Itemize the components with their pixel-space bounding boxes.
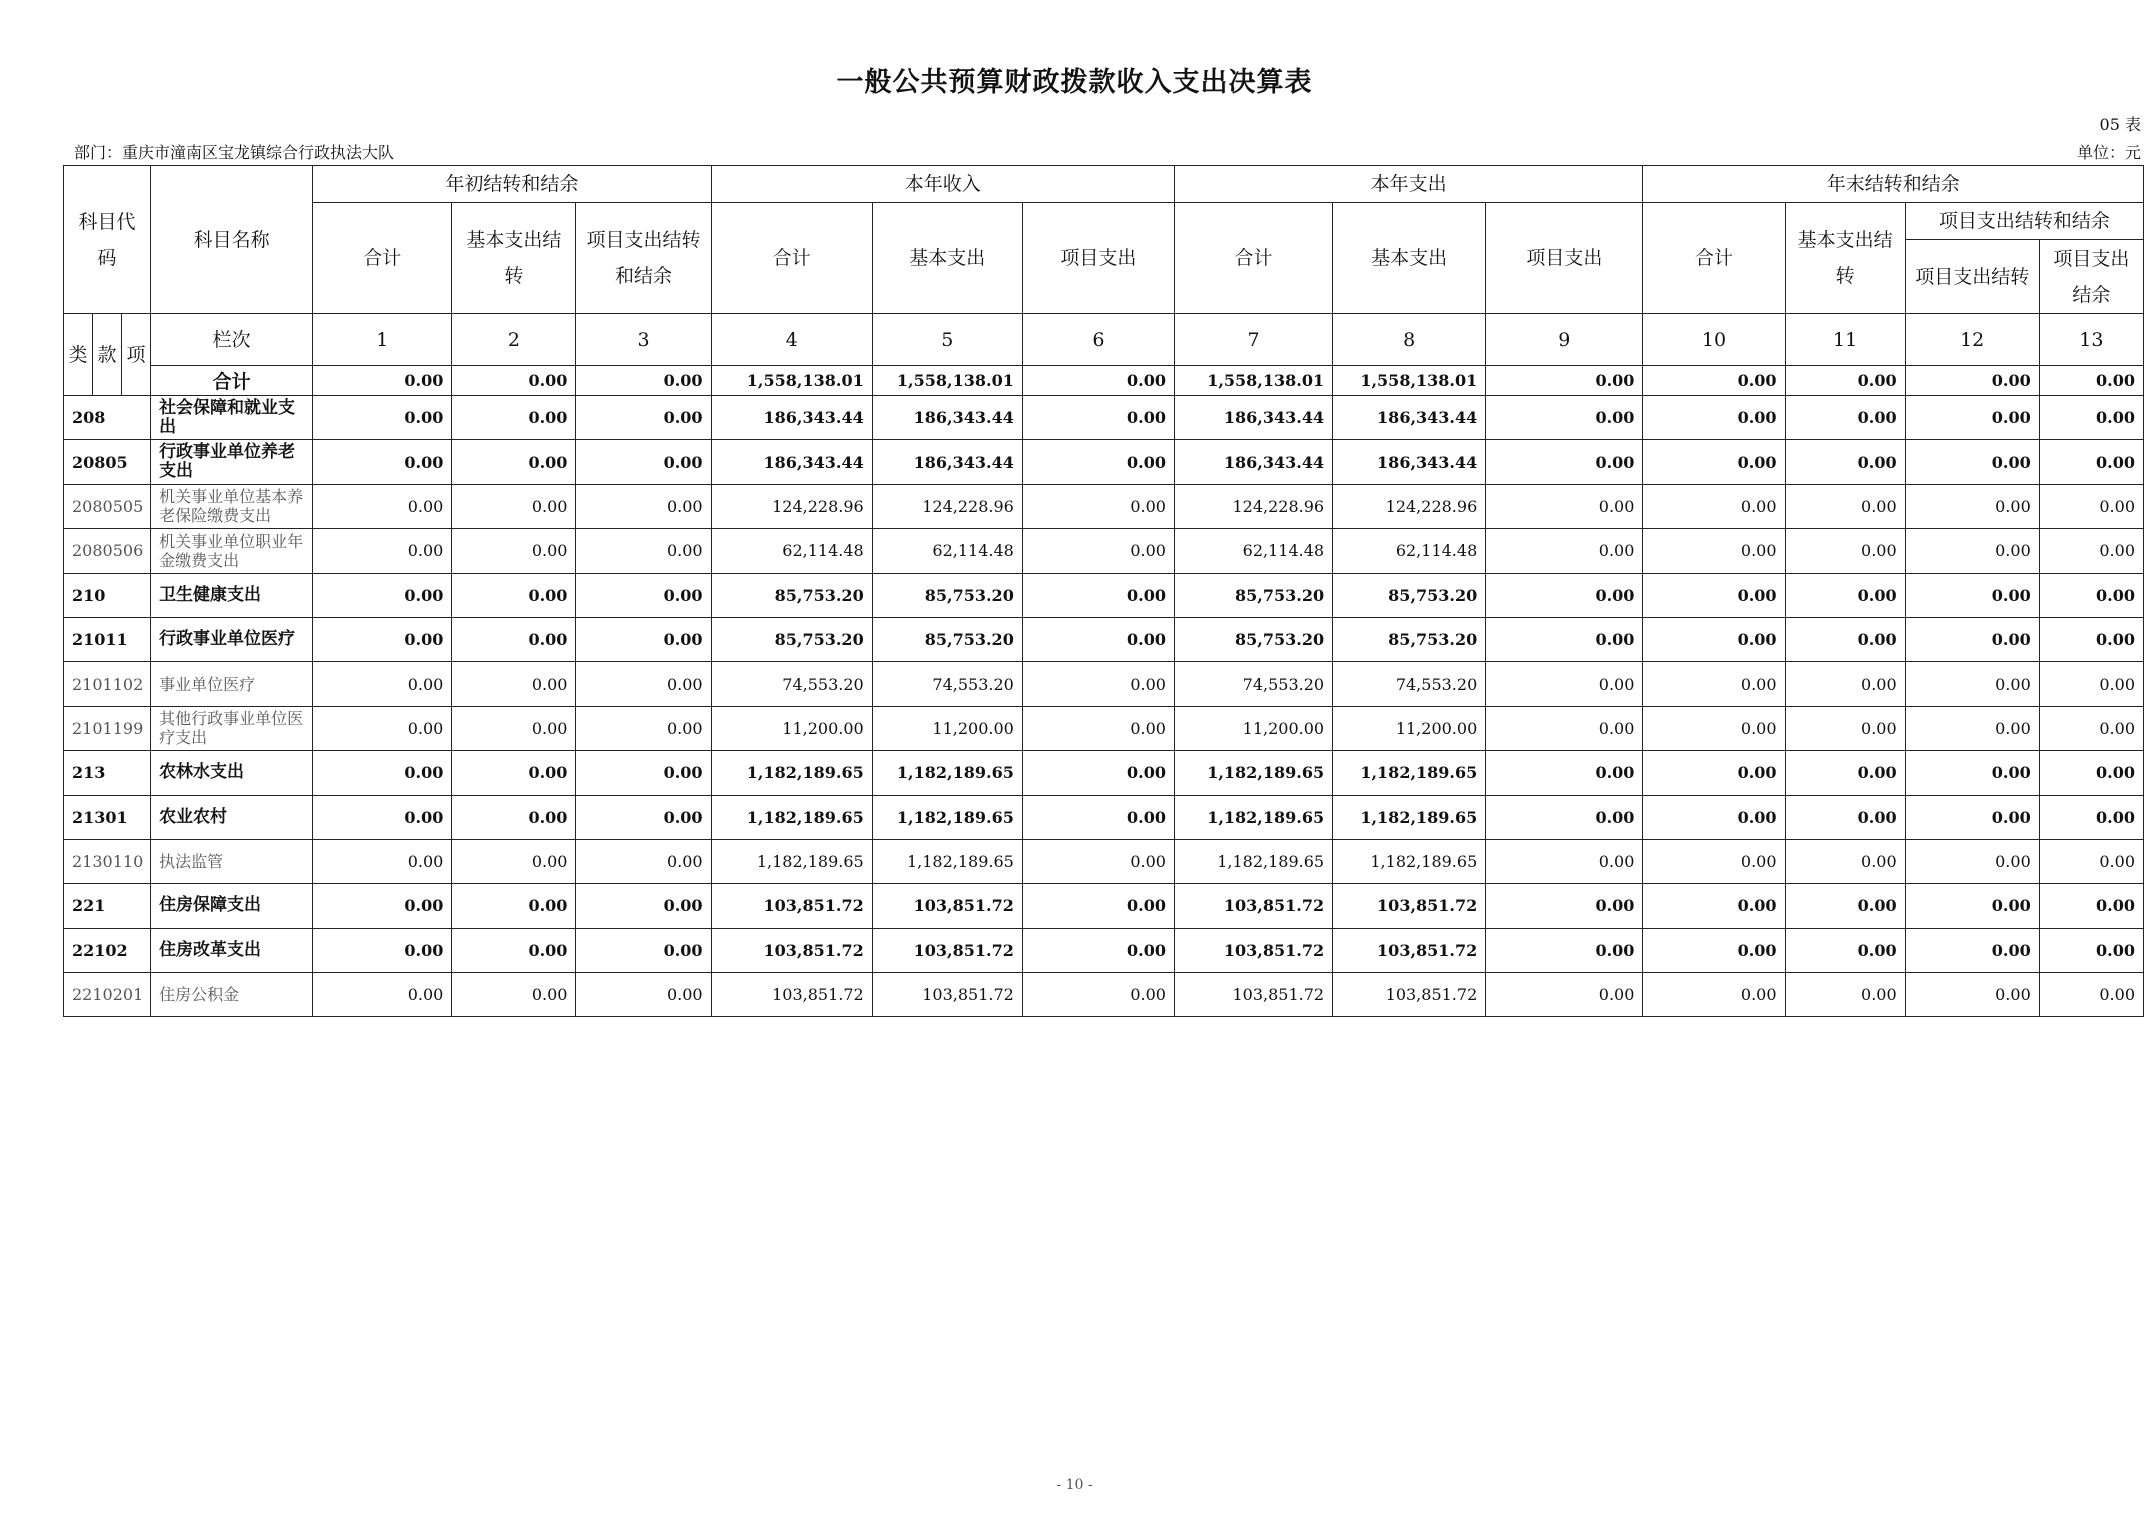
amount-cell: 0.00 [1643,573,1785,617]
header-end-project-group: 项目支出结转和结余 [1905,203,2143,240]
amount-cell: 103,851.72 [872,884,1022,928]
amount-cell: 0.00 [1785,706,1905,750]
header-end-basic-carry: 基本支出结转 [1785,203,1905,314]
header-income-basic: 基本支出 [872,203,1022,314]
amount-cell: 186,343.44 [1333,440,1486,484]
table-row [64,884,2144,928]
subject-name: 农林水支出 [151,751,313,795]
amount-cell: 62,114.48 [711,529,872,573]
header-group-begin: 年初结转和结余 [313,166,711,203]
header-lei: 类 [64,314,93,396]
amount-cell: 0.00 [576,529,711,573]
amount-cell: 1,182,189.65 [1174,795,1332,839]
amount-cell: 0.00 [1022,839,1174,883]
amount-cell: 0.00 [1486,973,1643,1017]
amount-cell: 186,343.44 [711,396,872,440]
amount-cell: 0.00 [1785,884,1905,928]
amount-cell: 124,228.96 [1174,484,1332,528]
header-end-project-carry: 项目支出结转 [1905,240,2039,314]
amount-cell: 0.00 [1785,617,1905,661]
subject-code: 221 [64,884,151,928]
total-cell: 0.00 [1486,366,1643,396]
amount-cell: 0.00 [1785,795,1905,839]
amount-cell: 0.00 [1905,973,2039,1017]
subject-code: 2210201 [64,973,151,1017]
header-begin-total: 合计 [313,203,452,314]
amount-cell: 0.00 [576,795,711,839]
subject-name: 卫生健康支出 [151,573,313,617]
header-xiang: 项 [122,314,151,396]
amount-cell: 1,182,189.65 [711,751,872,795]
amount-cell: 0.00 [452,706,576,750]
amount-cell: 0.00 [576,440,711,484]
col-number: 6 [1022,314,1174,366]
col-number: 11 [1785,314,1905,366]
amount-cell: 0.00 [452,573,576,617]
subject-name: 行政事业单位医疗 [151,617,313,661]
table-row [64,662,2144,706]
subject-code: 213 [64,751,151,795]
amount-cell: 0.00 [576,973,711,1017]
amount-cell: 0.00 [1022,573,1174,617]
amount-cell: 0.00 [576,396,711,440]
amount-cell: 0.00 [452,795,576,839]
amount-cell: 0.00 [1022,440,1174,484]
amount-cell: 0.00 [1022,529,1174,573]
header-group-income: 本年收入 [711,166,1174,203]
total-cell: 0.00 [452,366,576,396]
amount-cell: 0.00 [1785,928,1905,972]
amount-cell: 0.00 [313,884,452,928]
column-number-row [64,314,2144,366]
department-label: 部门：重庆市潼南区宝龙镇综合行政执法大队 [74,143,395,162]
total-cell: 0.00 [2039,366,2143,396]
amount-cell: 0.00 [1785,751,1905,795]
amount-cell: 0.00 [1643,396,1785,440]
total-cell: 1,558,138.01 [1174,366,1332,396]
table-row [64,706,2144,750]
amount-cell: 0.00 [1022,795,1174,839]
amount-cell: 0.00 [2039,529,2143,573]
col-number: 9 [1486,314,1643,366]
col-number: 3 [576,314,711,366]
subject-code: 21301 [64,795,151,839]
amount-cell: 0.00 [313,484,452,528]
amount-cell: 0.00 [452,396,576,440]
total-cell: 0.00 [1643,366,1785,396]
amount-cell: 0.00 [1486,573,1643,617]
amount-cell: 0.00 [313,751,452,795]
table-row [64,440,2144,484]
amount-cell: 0.00 [1905,884,2039,928]
amount-cell: 1,182,189.65 [1174,751,1332,795]
amount-cell: 0.00 [1643,884,1785,928]
subject-name: 农业农村 [151,795,313,839]
subject-code: 21011 [64,617,151,661]
header-kuan: 款 [93,314,122,396]
amount-cell: 11,200.00 [872,706,1022,750]
header-expense-basic: 基本支出 [1333,203,1486,314]
subject-code: 22102 [64,928,151,972]
amount-cell: 124,228.96 [872,484,1022,528]
amount-cell: 103,851.72 [1333,973,1486,1017]
amount-cell: 0.00 [313,440,452,484]
subject-code: 2130110 [64,839,151,883]
total-cell: 1,558,138.01 [872,366,1022,396]
amount-cell: 103,851.72 [1174,928,1332,972]
amount-cell: 124,228.96 [711,484,872,528]
amount-cell: 0.00 [2039,973,2143,1017]
amount-cell: 0.00 [1022,484,1174,528]
subject-code: 210 [64,573,151,617]
amount-cell: 11,200.00 [711,706,872,750]
amount-cell: 103,851.72 [711,928,872,972]
subject-name: 住房公积金 [151,973,313,1017]
amount-cell: 1,182,189.65 [1333,795,1486,839]
amount-cell: 62,114.48 [1333,529,1486,573]
header-end-total: 合计 [1643,203,1785,314]
amount-cell: 0.00 [1643,751,1785,795]
amount-cell: 0.00 [1785,973,1905,1017]
amount-cell: 0.00 [2039,751,2143,795]
amount-cell: 0.00 [1022,706,1174,750]
amount-cell: 0.00 [576,928,711,972]
header-begin-basic-carry: 基本支出结转 [452,203,576,314]
amount-cell: 0.00 [1785,573,1905,617]
amount-cell: 0.00 [452,662,576,706]
amount-cell: 0.00 [1905,484,2039,528]
amount-cell: 0.00 [452,928,576,972]
page-number: - 10 - [1056,1477,1093,1493]
amount-cell: 0.00 [1905,795,2039,839]
amount-cell: 0.00 [313,706,452,750]
form-number: 05 表 [2099,115,2141,134]
amount-cell: 85,753.20 [1174,573,1332,617]
amount-cell: 11,200.00 [1174,706,1332,750]
header-income-total: 合计 [711,203,872,314]
amount-cell: 0.00 [1643,440,1785,484]
total-row-name: 合计 [151,366,313,396]
total-cell: 1,558,138.01 [711,366,872,396]
header-end-project-balance: 项目支出结余 [2039,240,2143,314]
amount-cell: 0.00 [1905,928,2039,972]
col-number: 8 [1333,314,1486,366]
col-number: 1 [313,314,452,366]
amount-cell: 0.00 [1486,617,1643,661]
amount-cell: 62,114.48 [1174,529,1332,573]
amount-cell: 0.00 [1486,839,1643,883]
subject-name: 机关事业单位基本养老保险缴费支出 [151,484,313,528]
amount-cell: 0.00 [1022,617,1174,661]
amount-cell: 0.00 [576,484,711,528]
amount-cell: 0.00 [452,617,576,661]
amount-cell: 0.00 [1905,440,2039,484]
header-group-end: 年末结转和结余 [1643,166,2144,203]
header-code: 科目代码 [64,166,151,314]
amount-cell: 0.00 [1905,706,2039,750]
amount-cell: 103,851.72 [1174,973,1332,1017]
amount-cell: 85,753.20 [1174,617,1332,661]
amount-cell: 85,753.20 [711,573,872,617]
amount-cell: 0.00 [2039,839,2143,883]
amount-cell: 1,182,189.65 [1333,839,1486,883]
amount-cell: 0.00 [1486,795,1643,839]
amount-cell: 1,182,189.65 [711,795,872,839]
amount-cell: 0.00 [1486,662,1643,706]
amount-cell: 0.00 [1905,529,2039,573]
amount-cell: 103,851.72 [872,928,1022,972]
amount-cell: 0.00 [576,662,711,706]
table-row [64,529,2144,573]
subject-name: 住房改革支出 [151,928,313,972]
amount-cell: 0.00 [576,706,711,750]
table-row [64,928,2144,972]
table-row [64,396,2144,440]
amount-cell: 85,753.20 [872,617,1022,661]
amount-cell: 62,114.48 [872,529,1022,573]
subject-code: 2101199 [64,706,151,750]
amount-cell: 0.00 [313,839,452,883]
header-expense-project: 项目支出 [1486,203,1643,314]
amount-cell: 0.00 [2039,440,2143,484]
subject-name: 其他行政事业单位医疗支出 [151,706,313,750]
amount-cell: 0.00 [1785,839,1905,883]
subject-code: 2080506 [64,529,151,573]
amount-cell: 0.00 [1643,529,1785,573]
col-number: 12 [1905,314,2039,366]
amount-cell: 85,753.20 [872,573,1022,617]
amount-cell: 0.00 [2039,617,2143,661]
amount-cell: 0.00 [452,973,576,1017]
subject-name: 住房保障支出 [151,884,313,928]
subject-name: 行政事业单位养老支出 [151,440,313,484]
amount-cell: 0.00 [313,617,452,661]
table-row [64,751,2144,795]
subject-name: 事业单位医疗 [151,662,313,706]
amount-cell: 0.00 [1643,617,1785,661]
amount-cell: 0.00 [313,928,452,972]
amount-cell: 186,343.44 [1333,396,1486,440]
amount-cell: 74,553.20 [711,662,872,706]
amount-cell: 186,343.44 [711,440,872,484]
unit-label: 单位：元 [2076,143,2141,162]
amount-cell: 0.00 [1486,751,1643,795]
table-row [64,795,2144,839]
amount-cell: 0.00 [452,839,576,883]
amount-cell: 0.00 [1486,440,1643,484]
subject-code: 208 [64,396,151,440]
amount-cell: 0.00 [1486,706,1643,750]
header-begin-project-carry: 项目支出结转和结余 [576,203,711,314]
amount-cell: 0.00 [1643,795,1785,839]
amount-cell: 11,200.00 [1333,706,1486,750]
amount-cell: 0.00 [1022,396,1174,440]
amount-cell: 0.00 [576,617,711,661]
amount-cell: 0.00 [313,795,452,839]
header-lanci: 栏次 [151,314,313,366]
amount-cell: 0.00 [1022,662,1174,706]
total-cell: 0.00 [313,366,452,396]
amount-cell: 103,851.72 [872,973,1022,1017]
amount-cell: 0.00 [313,573,452,617]
amount-cell: 0.00 [313,396,452,440]
amount-cell: 1,182,189.65 [872,839,1022,883]
amount-cell: 103,851.72 [1333,884,1486,928]
table-row [64,973,2144,1017]
total-cell: 1,558,138.01 [1333,366,1486,396]
amount-cell: 0.00 [576,839,711,883]
subject-name: 执法监管 [151,839,313,883]
amount-cell: 0.00 [1486,484,1643,528]
page-title: 一般公共预算财政拨款收入支出决算表 [836,67,1313,98]
amount-cell: 0.00 [452,529,576,573]
amount-cell: 74,553.20 [1333,662,1486,706]
amount-cell: 0.00 [1905,839,2039,883]
total-row [64,366,2144,396]
amount-cell: 0.00 [2039,484,2143,528]
amount-cell: 186,343.44 [1174,440,1332,484]
amount-cell: 0.00 [452,484,576,528]
table-row [64,839,2144,883]
amount-cell: 0.00 [313,662,452,706]
amount-cell: 0.00 [1643,662,1785,706]
amount-cell: 0.00 [576,751,711,795]
amount-cell: 0.00 [2039,795,2143,839]
amount-cell: 0.00 [1643,706,1785,750]
amount-cell: 0.00 [2039,662,2143,706]
amount-cell: 0.00 [1022,973,1174,1017]
table-row [64,573,2144,617]
col-number: 4 [711,314,872,366]
amount-cell: 74,553.20 [872,662,1022,706]
amount-cell: 0.00 [1785,484,1905,528]
amount-cell: 0.00 [1785,529,1905,573]
amount-cell: 0.00 [1486,884,1643,928]
header-income-project: 项目支出 [1022,203,1174,314]
amount-cell: 0.00 [1785,440,1905,484]
amount-cell: 103,851.72 [1174,884,1332,928]
subject-code: 2101102 [64,662,151,706]
amount-cell: 85,753.20 [1333,573,1486,617]
amount-cell: 1,182,189.65 [1333,751,1486,795]
amount-cell: 0.00 [576,884,711,928]
budget-table [63,165,2144,1017]
amount-cell: 0.00 [1486,396,1643,440]
amount-cell: 0.00 [1905,751,2039,795]
amount-cell: 186,343.44 [872,396,1022,440]
amount-cell: 103,851.72 [711,973,872,1017]
amount-cell: 85,753.20 [711,617,872,661]
amount-cell: 0.00 [1486,928,1643,972]
amount-cell: 186,343.44 [872,440,1022,484]
amount-cell: 0.00 [2039,396,2143,440]
amount-cell: 0.00 [1785,662,1905,706]
amount-cell: 1,182,189.65 [711,839,872,883]
total-cell: 0.00 [1022,366,1174,396]
amount-cell: 0.00 [1022,928,1174,972]
subject-name: 社会保障和就业支出 [151,396,313,440]
header-expense-total: 合计 [1174,203,1332,314]
header-group-expense: 本年支出 [1174,166,1642,203]
amount-cell: 1,182,189.65 [872,751,1022,795]
amount-cell: 186,343.44 [1174,396,1332,440]
amount-cell: 0.00 [452,440,576,484]
col-number: 5 [872,314,1022,366]
amount-cell: 0.00 [1905,396,2039,440]
amount-cell: 74,553.20 [1174,662,1332,706]
amount-cell: 0.00 [576,573,711,617]
amount-cell: 0.00 [452,751,576,795]
amount-cell: 0.00 [1643,973,1785,1017]
col-number: 10 [1643,314,1785,366]
amount-cell: 0.00 [313,529,452,573]
amount-cell: 0.00 [1905,617,2039,661]
amount-cell: 0.00 [452,884,576,928]
subject-name: 机关事业单位职业年金缴费支出 [151,529,313,573]
amount-cell: 0.00 [1643,484,1785,528]
table-row [64,617,2144,661]
amount-cell: 103,851.72 [1333,928,1486,972]
amount-cell: 0.00 [2039,706,2143,750]
amount-cell: 0.00 [2039,573,2143,617]
amount-cell: 124,228.96 [1333,484,1486,528]
col-number: 2 [452,314,576,366]
amount-cell: 85,753.20 [1333,617,1486,661]
header-name: 科目名称 [151,166,313,314]
amount-cell: 1,182,189.65 [1174,839,1332,883]
amount-cell: 0.00 [1022,884,1174,928]
amount-cell: 0.00 [2039,928,2143,972]
amount-cell: 0.00 [1905,573,2039,617]
total-cell: 0.00 [576,366,711,396]
col-number: 7 [1174,314,1332,366]
amount-cell: 0.00 [1785,396,1905,440]
col-number: 13 [2039,314,2143,366]
amount-cell: 0.00 [2039,884,2143,928]
amount-cell: 0.00 [1022,751,1174,795]
amount-cell: 0.00 [1643,839,1785,883]
amount-cell: 0.00 [1905,662,2039,706]
total-cell: 0.00 [1785,366,1905,396]
amount-cell: 1,182,189.65 [872,795,1022,839]
subject-code: 2080505 [64,484,151,528]
amount-cell: 0.00 [1643,928,1785,972]
total-cell: 0.00 [1905,366,2039,396]
amount-cell: 0.00 [313,973,452,1017]
subject-code: 20805 [64,440,151,484]
amount-cell: 0.00 [1486,529,1643,573]
table-row [64,484,2144,528]
amount-cell: 103,851.72 [711,884,872,928]
